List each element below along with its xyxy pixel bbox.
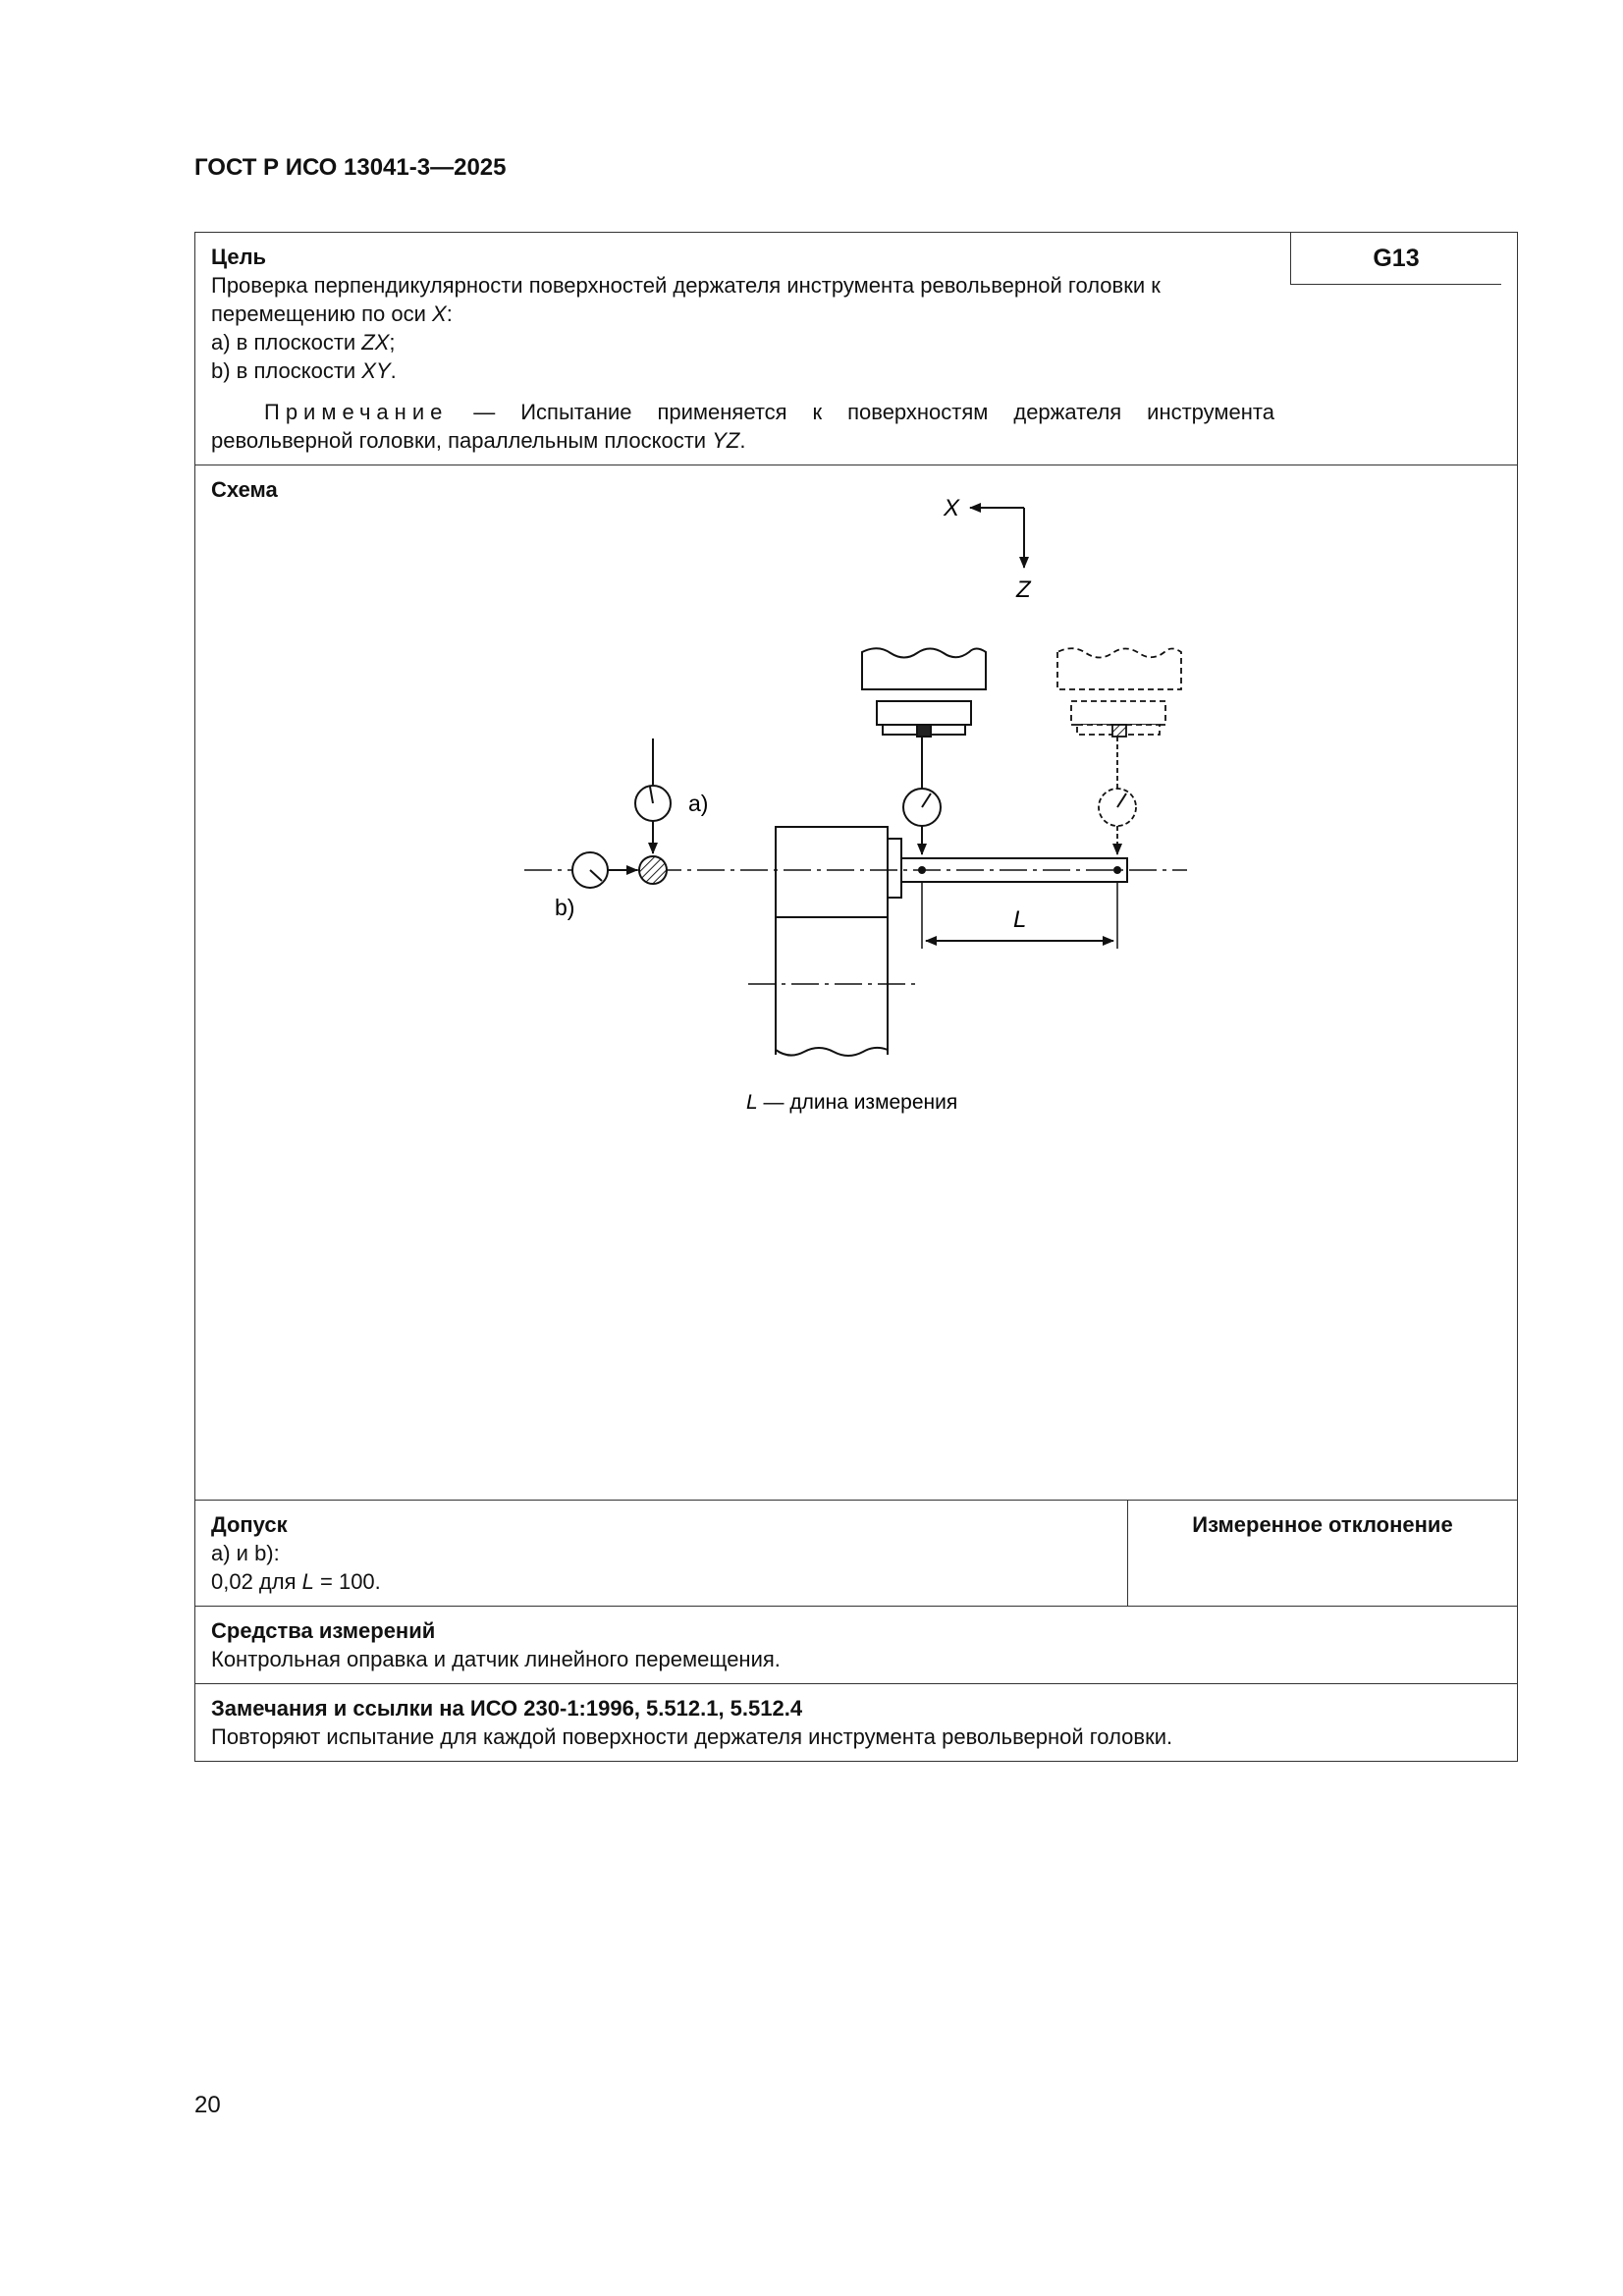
dial-gauge-icon — [1099, 737, 1136, 854]
section-view — [555, 738, 708, 920]
dimension-l-label: L — [1013, 906, 1027, 933]
turret-holder-right — [1057, 648, 1181, 737]
goal-item-a: a) в плоскости ZX; — [211, 330, 396, 355]
label-b: b) — [555, 895, 575, 920]
test-code: G13 — [1290, 233, 1501, 285]
dial-gauge-icon — [903, 737, 941, 854]
turret-holder-left — [862, 648, 986, 737]
axis-x-label: X — [944, 495, 960, 521]
tolerance-section — [195, 1501, 1128, 1607]
goal-description: Проверка перпендикулярности поверхностей держателя инструмента револьверной головки к перемещению по оси X: — [211, 273, 1161, 326]
scheme-caption: L — длина измерения — [746, 1091, 958, 1114]
document-header: ГОСТ Р ИСО 13041-3—2025 — [194, 154, 507, 181]
remarks-text: Повторяют испытание для каждой поверхности держателя инструмента револьверной головки. — [211, 1724, 1173, 1749]
tolerance-heading: Допуск — [211, 1512, 288, 1537]
dimension-l — [922, 882, 1117, 949]
axis-z-label: Z — [1016, 576, 1031, 603]
goal-section — [195, 233, 1518, 465]
scheme-heading: Схема — [211, 477, 278, 502]
spindle-body — [748, 827, 920, 1056]
tolerance-line-1: a) и b): — [211, 1541, 280, 1565]
test-card — [194, 232, 1518, 1762]
remarks-heading: Замечания и ссылки на ИСО 230-1:1996, 5.512.1, 5.512.4 — [211, 1696, 803, 1721]
page-number: 20 — [194, 2092, 221, 2118]
measured-deviation-section — [1128, 1501, 1518, 1607]
goal-note: Примечание — Испытание применяется к поверхностям держателя инструмента револьверной головки, параллельным плоскости YZ. — [211, 400, 1274, 453]
scheme-section — [195, 465, 1518, 1501]
scheme-diagram — [195, 465, 1516, 1482]
instruments-heading: Средства измерений — [211, 1618, 436, 1643]
goal-heading: Цель — [211, 245, 267, 269]
measured-deviation-heading: Измеренное отклонение — [1192, 1512, 1453, 1537]
remarks-section — [195, 1684, 1518, 1762]
goal-item-b: b) в плоскости XY. — [211, 358, 397, 383]
tolerance-line-2: 0,02 для L = 100. — [211, 1569, 381, 1594]
instruments-section — [195, 1607, 1518, 1684]
axis-indicator — [943, 495, 1032, 603]
instruments-text: Контрольная оправка и датчик линейного перемещения. — [211, 1647, 781, 1671]
label-a: a) — [688, 791, 709, 816]
